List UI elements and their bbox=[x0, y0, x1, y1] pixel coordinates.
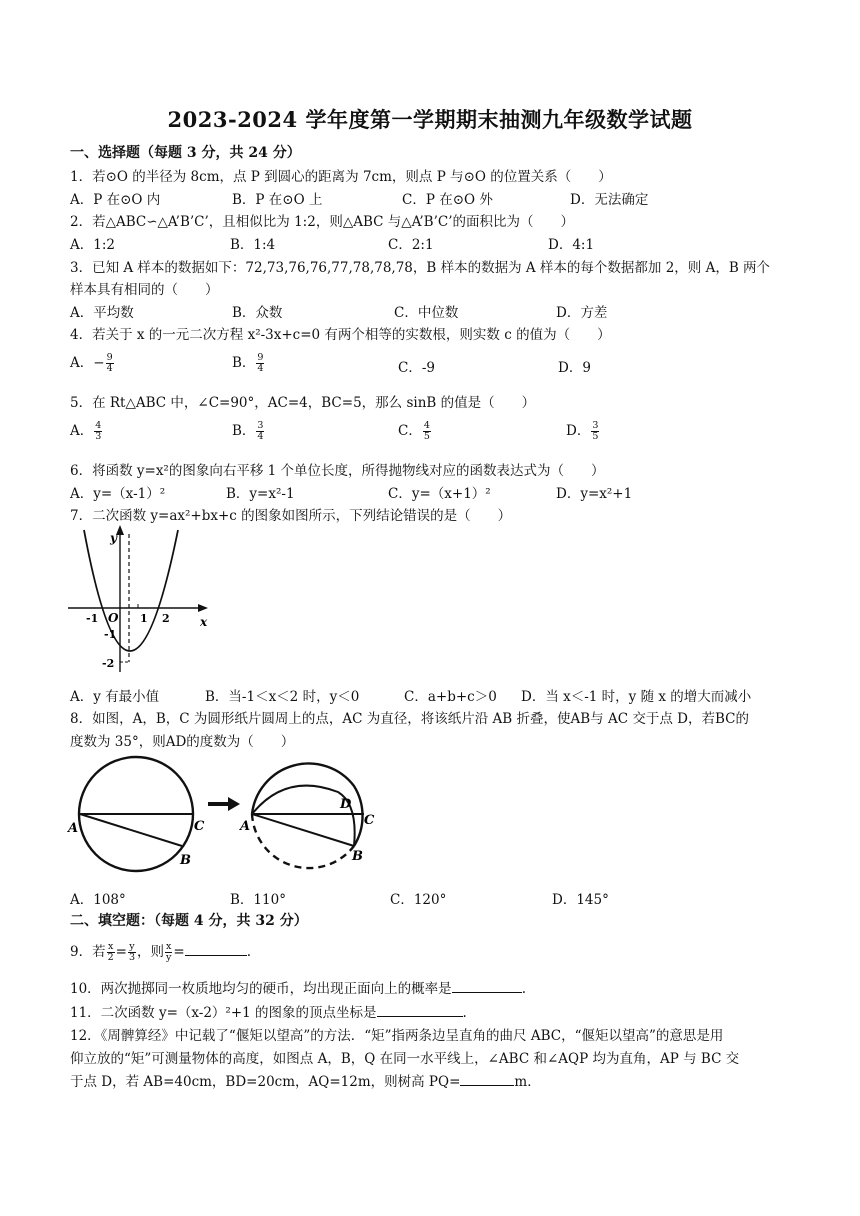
tick-label-2: 2 bbox=[162, 612, 170, 625]
fraction: $\frac{9}{4}$ bbox=[257, 352, 264, 374]
question-4-stem: 4．若关于 x 的一元二次方程 x²-3x+c=0 有两个相等的实数根，则实数 c 的值为（ ） bbox=[70, 327, 611, 343]
q8-option-a: A．108° bbox=[70, 892, 126, 908]
q8-option-d: D．145° bbox=[552, 892, 609, 908]
question-8-stem-line1: 8．如图，A，B，C 为圆形纸片圆周上的点，AC 为直径，将该纸片沿 AB 折叠，使AB与 AC 交于点 D，若BC的 bbox=[70, 711, 749, 727]
question-7-stem: 7．二次函数 y=ax²+bx+c 的图象如图所示，下列结论错误的是（ ） bbox=[70, 508, 512, 524]
q1-option-c: C．P 在⊙O 外 bbox=[402, 192, 493, 208]
q7-option-b: B．当-1＜x＜2 时，y＜0 bbox=[205, 689, 360, 705]
question-12-line3: 于点 D，若 AB=40cm，BD=20cm，AQ=12m，则树高 PQ= m． bbox=[70, 1074, 541, 1090]
q1-option-b: B．P 在⊙O 上 bbox=[232, 192, 323, 208]
q7-option-a: A．y 有最小值 bbox=[70, 689, 160, 705]
q4-option-a: A．− $\frac{9}{4}$ bbox=[70, 352, 113, 374]
q6-option-d: D．y=x²+1 bbox=[556, 486, 633, 502]
q2-option-b: B．1:4 bbox=[230, 237, 276, 253]
q4-option-d: D．9 bbox=[558, 360, 591, 376]
q3-option-b: B．众数 bbox=[232, 305, 283, 321]
x-axis-label: x bbox=[200, 615, 208, 629]
answer-blank bbox=[185, 942, 247, 956]
q5-option-b: B． $\frac{3}{4}$ bbox=[232, 420, 264, 442]
question-12-line1: 12．《周髀算经》中记载了“偃矩以望高”的方法．“矩”指两条边呈直角的曲尺 ABC，“偃矩以望高”的意思是用 bbox=[70, 1028, 724, 1044]
arrow-right-icon bbox=[228, 797, 240, 811]
question-3-stem-line2: 样本具有相同的（ ） bbox=[70, 282, 219, 298]
q7-option-c: C．a+b+c＞0 bbox=[404, 689, 497, 705]
q5-option-c: C． $\frac{4}{5}$ bbox=[398, 420, 430, 442]
folded-point-a-label: A bbox=[240, 819, 251, 834]
question-10: 10．两次抛掷同一枚质地均匀的硬币，均出现正面向上的概率是 . bbox=[70, 981, 526, 997]
answer-blank bbox=[452, 979, 522, 993]
q7-option-d: D．当 x＜-1 时，y 随 x 的增大而减小 bbox=[521, 689, 752, 705]
q4-option-b: B． $\frac{9}{4}$ bbox=[232, 352, 264, 374]
point-c-label: C bbox=[194, 819, 205, 834]
question-9: 9．若 $\frac{x}{2}$ = $\frac{y}{3}$ ，则 $\frac{x}{y}$ = . bbox=[70, 941, 251, 963]
y-axis-label: y bbox=[110, 531, 117, 545]
q2-option-a: A．1:2 bbox=[70, 237, 115, 253]
fraction: $\frac{4}{5}$ bbox=[423, 420, 430, 442]
q1-option-a: A．P 在⊙O 内 bbox=[70, 192, 161, 208]
tick-label-y-neg2: -2 bbox=[102, 657, 115, 670]
parabola-graph bbox=[66, 522, 216, 674]
question-11: 11．二次函数 y=（x-2）²+1 的图象的顶点坐标是 . bbox=[70, 1005, 467, 1021]
folded-point-d-label: D bbox=[340, 797, 352, 812]
answer-blank bbox=[460, 1072, 514, 1086]
q2-option-d: D．4:1 bbox=[548, 237, 595, 253]
q8-option-b: B．110° bbox=[230, 892, 286, 908]
q6-option-b: B．y=x²-1 bbox=[226, 486, 295, 502]
point-b-label: B bbox=[180, 853, 191, 868]
question-5-stem: 5．在 Rt△ABC 中，∠C=90°，AC=4，BC=5，那么 sinB 的值是（ ） bbox=[70, 395, 536, 411]
q5-option-a: A． $\frac{4}{3}$ bbox=[70, 420, 102, 442]
answer-blank bbox=[377, 1003, 463, 1017]
q6-option-c: C．y=（x+1）² bbox=[388, 486, 491, 502]
question-12-line2: 仰立放的“矩”可测量物体的高度，如图点 A，B，Q 在同一水平线上，∠ABC 和∠AQP 均为直角，AP 与 BC 交 bbox=[70, 1051, 740, 1067]
tick-label-neg1: -1 bbox=[86, 612, 99, 625]
question-2-stem: 2．若△ABC∽△A’B’C’，且相似比为 1:2，则△ABC 与△A’B’C’的面积比为（ ） bbox=[70, 214, 575, 230]
page-title: 2023-2024 学年度第一学期期末抽测九年级数学试题 bbox=[167, 107, 693, 132]
q8-option-c: C．120° bbox=[390, 892, 447, 908]
question-8-stem-line2: 度数为 35°，则AD的度数为（ ） bbox=[70, 734, 295, 750]
question-3-stem-line1: 3．已知 A 样本的数据如下：72,73,76,76,77,78,78,78，B 样本的数据为 A 样本的每个数据都加 2，则 A，B 两个 bbox=[70, 260, 771, 276]
fraction: $\frac{3}{4}$ bbox=[257, 420, 264, 442]
folded-point-b-label: B bbox=[352, 849, 363, 864]
q5-option-d: D． $\frac{3}{5}$ bbox=[566, 420, 599, 442]
q2-option-c: C．2:1 bbox=[388, 237, 434, 253]
section-heading-fill: 二、填空题：（每题 4 分，共 32 分） bbox=[70, 913, 308, 929]
q6-option-a: A．y=（x-1）² bbox=[70, 486, 166, 502]
q1-option-d: D．无法确定 bbox=[570, 192, 649, 208]
q3-option-c: C．中位数 bbox=[394, 305, 459, 321]
folded-point-c-label: C bbox=[364, 813, 375, 828]
tick-label-y-neg1: -1 bbox=[104, 628, 117, 641]
fraction: $\frac{4}{3}$ bbox=[95, 420, 102, 442]
question-1-stem: 1．若⊙O 的半径为 8cm，点 P 到圆心的距离为 7cm，则点 P 与⊙O 的位置关系（ ） bbox=[70, 169, 612, 185]
q3-option-d: D．方差 bbox=[556, 305, 608, 321]
point-a-label: A bbox=[68, 821, 79, 836]
question-6-stem: 6．将函数 y=x²的图象向右平移 1 个单位长度，所得抛物线对应的函数表达式为（ ） bbox=[70, 463, 605, 479]
fraction: $\frac{3}{5}$ bbox=[592, 420, 599, 442]
tick-label-1: 1 bbox=[140, 612, 148, 625]
q3-option-a: A．平均数 bbox=[70, 305, 134, 321]
circle-folding-figure bbox=[66, 752, 386, 878]
section-heading-choice: 一、选择题（每题 3 分，共 24 分） bbox=[70, 145, 301, 161]
fraction: $\frac{9}{4}$ bbox=[106, 352, 113, 374]
q4-option-c: C．-9 bbox=[398, 360, 435, 376]
origin-label: O bbox=[108, 611, 119, 625]
